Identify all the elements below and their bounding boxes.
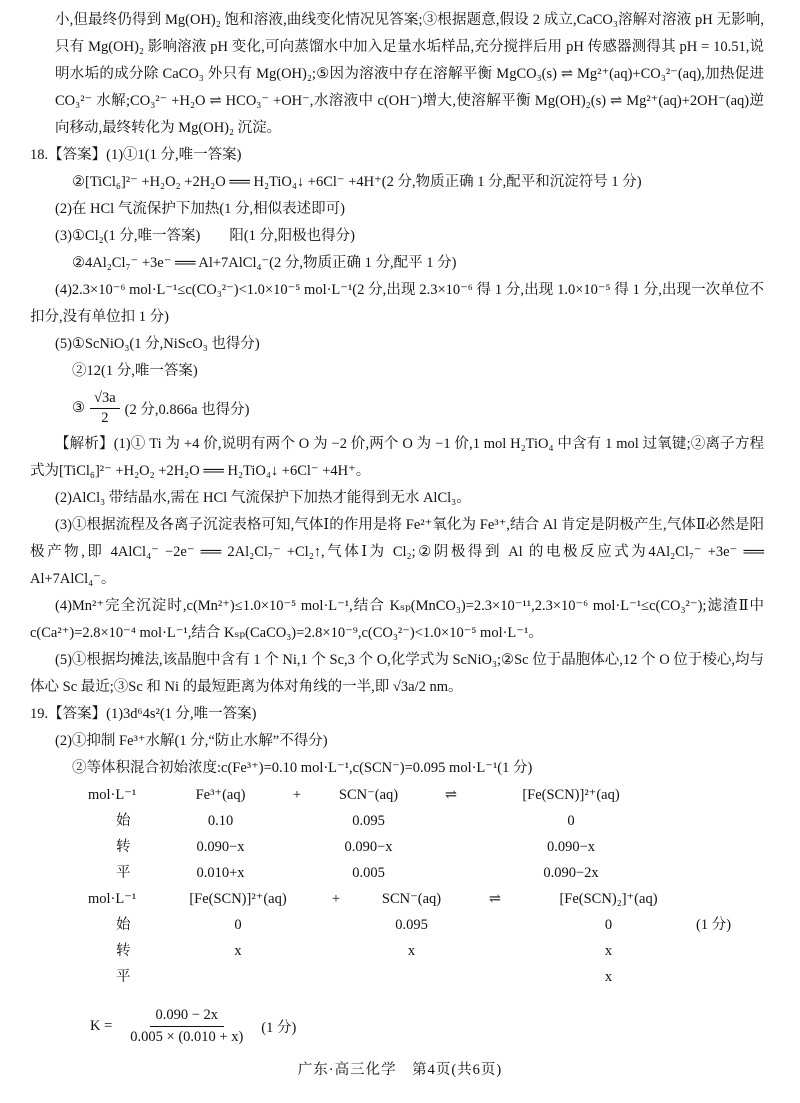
- row-label: 始: [116, 813, 131, 829]
- answer-19-heading: 19.【答案】(1)3d⁶4s²(1 分,唯一答案): [30, 706, 257, 722]
- value: 0.090−x: [196, 839, 245, 855]
- row-label: 转: [116, 839, 131, 855]
- unit-label: mol·L⁻¹: [88, 787, 137, 803]
- ice-table-1-row-initial: [88, 808, 800, 834]
- analysis-18-para-1: 【解析】(1)① Ti 为 +4 价,说明有两个 O 为 −2 价,两个 O 为 −1 价,1 mol H₂TiO₄ 中含有 1 mol 过氧键;②离子方程式为[TiCl₆]²⁻ +H₂O₂ +2H₂O ══ H₂TiO₄↓ +6Cl⁻ +4H⁺。: [30, 436, 764, 479]
- k-equation-fraction: [124, 1005, 249, 1046]
- answer-18-line-5-3: [72, 385, 800, 431]
- answer-18-line-3-1: (3)①Cl₂(1 分,唯一答案) 阳(1 分,阳极也得分): [55, 228, 355, 244]
- value: 0.090−x: [344, 839, 393, 855]
- equilibrium-arrow: ⇌: [444, 787, 458, 803]
- k-equation: [90, 1000, 800, 1052]
- answer-18-line-5-1: (5)①ScNiO₃(1 分,NiScO₃ 也得分): [55, 336, 260, 352]
- sqrt-fraction: [90, 389, 120, 426]
- fraction-denominator: 2: [101, 409, 109, 426]
- equilibrium-arrow: ⇌: [488, 891, 502, 907]
- analysis-18-para-4: (4)Mn²⁺完全沉淀时,c(Mn²⁺)≤1.0×10⁻⁵ mol·L⁻¹,结合 Kₛₚ(MnCO₃)=2.3×10⁻¹¹,2.3×10⁻⁶ mol·L⁻¹≤c(CO₃²⁻);滤渣Ⅱ中 c(Ca²⁺)=2.8×10⁻⁴ mol·L⁻¹,结合 Kₛₚ(CaCO₃)=2.8×10⁻⁹,c(CO₃²⁻)<1.0×10⁻⁵ mol·L⁻¹。: [30, 598, 764, 641]
- analysis-18-para-2: (2)AlCl₃ 带结晶水,需在 HCl 气流保护下加热才能得到无水 AlCl₃。: [55, 490, 471, 506]
- value: 0.010+x: [196, 865, 245, 881]
- answer-18-line-2: (2)在 HCl 气流保护下加热(1 分,相似表述即可): [55, 201, 345, 217]
- species-3: [Fe(SCN)₂]⁺(aq): [559, 891, 658, 907]
- answer-19-line-2-2: ②等体积混合初始浓度:c(Fe³⁺)=0.10 mol·L⁻¹,c(SCN⁻)=0.095 mol·L⁻¹(1 分): [72, 760, 533, 776]
- ice-table-2-header: [88, 886, 800, 912]
- value: x: [604, 969, 613, 985]
- answer-18-heading: 18.【答案】(1)①1(1 分,唯一答案): [30, 147, 242, 163]
- value: 0.10: [207, 813, 234, 829]
- answer-18-line-5-2: ②12(1 分,唯一答案): [72, 363, 198, 379]
- value: 0.005: [352, 865, 385, 881]
- species-2: SCN⁻(aq): [381, 891, 442, 907]
- row-label: 平: [116, 865, 131, 881]
- analysis-18-para-3: (3)①根据流程及各离子沉淀表格可知,气体Ⅰ的作用是将 Fe²⁺氧化为 Fe³⁺,结合 Al 肯定是阴极产生,气体Ⅱ必然是阳极产物,即 4AlCl₄⁻ −2e⁻ ══ 2Al₂Cl₇⁻ +Cl₂↑,气体Ⅰ为 Cl₂;②阴极得到 Al 的电极反应式为4Al₂Cl₇⁻ +3e⁻ ══ Al+7AlCl₄⁻。: [30, 517, 764, 587]
- species-1: [Fe(SCN)]²⁺(aq): [189, 891, 287, 907]
- ice-table-1-header: [88, 782, 800, 808]
- paragraph-continuation: 小,但最终仍得到 Mg(OH)₂ 饱和溶液,曲线变化情况见答案;③根据题意,假设 2 成立,CaCO₃溶解对溶液 pH 无影响,只有 Mg(OH)₂ 影响溶液 pH 变化,可向蒸馏水中加入足量水垢样品,充分搅拌后用 pH 传感器测得其 pH = 10.51,说明水垢的成分除 CaCO₃ 外只有 Mg(OH)₂;⑤因为溶液中存在溶解平衡 MgCO₃(s) ⇌ Mg²⁺(aq)+CO₃²⁻(aq),加热促进 CO₃²⁻ 水解;CO₃²⁻ +H₂O ⇌ HCO₃⁻ +OH⁻,水溶液中 c(OH⁻)增大,使溶解平衡 Mg(OH)₂(s) ⇌ Mg²⁺(aq)+2OH⁻(aq)逆向移动,最终转化为 Mg(OH)₂ 沉淀。: [55, 12, 764, 136]
- ice-table-1-row-equilibrium: [88, 860, 800, 886]
- plus-sign: +: [292, 787, 302, 803]
- row-label: 平: [116, 969, 131, 985]
- fraction-numerator: √3a: [90, 389, 120, 408]
- value: x: [604, 943, 613, 959]
- species-2: SCN⁻(aq): [338, 787, 399, 803]
- score-note: (1 分): [261, 1019, 297, 1036]
- row-label: 转: [116, 943, 131, 959]
- plus-sign: +: [331, 891, 341, 907]
- answer-18-line-1-2: ②[TiCl₆]²⁻ +H₂O₂ +2H₂O ══ H₂TiO₄↓ +6Cl⁻ +4H⁺(2 分,物质正确 1 分,配平和沉淀符号 1 分): [72, 174, 642, 190]
- item-prefix: ③: [72, 399, 85, 416]
- value: 0.090−2x: [543, 865, 599, 881]
- value: x: [407, 943, 416, 959]
- fraction-numerator: 0.090 − 2x: [150, 1005, 225, 1026]
- ice-table-2-row-change: [88, 938, 800, 964]
- score-note: (1 分): [696, 917, 732, 933]
- page-footer: 广东·高三化学 第4页(共6页): [297, 1062, 503, 1078]
- value: 0: [234, 917, 242, 933]
- k-equation-lhs: K =: [90, 1017, 113, 1034]
- value: 0: [567, 813, 575, 829]
- answer-19-line-2-1: (2)①抑制 Fe³⁺水解(1 分,“防止水解”不得分): [55, 733, 328, 749]
- species-3: [Fe(SCN)]²⁺(aq): [522, 787, 620, 803]
- ice-table-2-row-initial: [88, 912, 800, 938]
- analysis-18-para-5: (5)①根据均摊法,该晶胞中含有 1 个 Ni,1 个 Sc,3 个 O,化学式为 ScNiO₃;②Sc 位于晶胞体心,12 个 O 位于棱心,均与体心 Sc 最近;③Sc 和 Ni 的最短距离为体对角线的一半,即 √3a/2 nm。: [30, 652, 764, 695]
- ice-table-2: [88, 886, 800, 990]
- fraction-denominator: 0.005 × (0.010 + x): [130, 1028, 244, 1045]
- ice-table-1: [88, 782, 800, 886]
- answer-18-line-4: (4)2.3×10⁻⁶ mol·L⁻¹≤c(CO₃²⁻)<1.0×10⁻⁵ mol·L⁻¹(2 分,出现 2.3×10⁻⁶ 得 1 分,出现 1.0×10⁻⁵ 得 1 分,出现一次单位不扣分,没有单位扣 1 分): [30, 282, 764, 325]
- unit-label: mol·L⁻¹: [88, 891, 137, 907]
- value: 0.095: [352, 813, 385, 829]
- item-score-note: (2 分,0.866a 也得分): [124, 401, 250, 418]
- ice-table-2-row-equilibrium: [88, 964, 800, 990]
- species-1: Fe³⁺(aq): [195, 787, 246, 803]
- value: x: [234, 943, 242, 959]
- ice-table-1-row-change: [88, 834, 800, 860]
- row-label: 始: [116, 917, 131, 933]
- value: 0.090−x: [546, 839, 596, 855]
- value: 0.095: [395, 917, 428, 933]
- value: 0: [604, 917, 613, 933]
- answer-18-line-3-2: ②4Al₂Cl₇⁻ +3e⁻ ══ Al+7AlCl₄⁻(2 分,物质正确 1 分,配平 1 分): [72, 255, 457, 271]
